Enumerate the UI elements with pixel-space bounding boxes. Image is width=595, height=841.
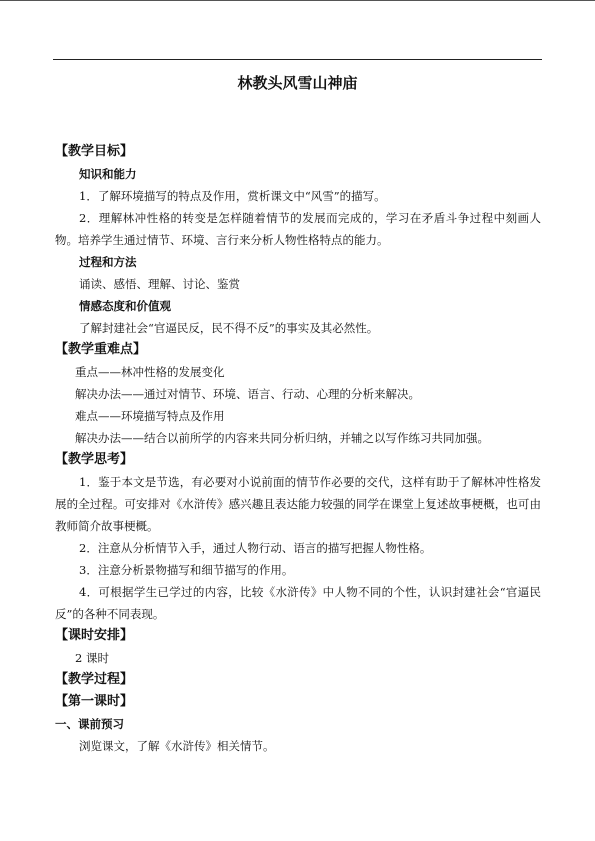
goal-knowledge-1: 1．了解环境描写的特点及作用，赏析课文中“风雪”的描写。 bbox=[79, 189, 386, 203]
subheading-knowledge: 知识和能力 bbox=[79, 167, 137, 181]
goal-process-text: 诵读、感悟、理解、讨论、鉴赏 bbox=[79, 277, 240, 291]
subheading-process: 过程和方法 bbox=[79, 255, 137, 269]
document-title: 林教头风雪山神庙 bbox=[237, 74, 358, 92]
key-point: 重点——林冲性格的发展变化 bbox=[75, 365, 225, 379]
difficulty-solution: 解决办法——结合以前所学的内容来共同分析归纳，并辅之以写作练习共同加强。 bbox=[75, 431, 489, 445]
section-heading-reflection: 【教学思考】 bbox=[55, 452, 134, 467]
section-heading-schedule: 【课时安排】 bbox=[55, 628, 134, 643]
document-body bbox=[55, 141, 541, 757]
goal-emotion-text: 了解封建社会“官逼民反，民不得不反”的事实及其必然性。 bbox=[79, 321, 379, 335]
lesson-one-part-1-title: 一、课前预习 bbox=[55, 717, 124, 731]
key-point-solution: 解决办法——通过对情节、环境、语言、行动、心理的分析来解决。 bbox=[75, 387, 420, 401]
difficulty-point: 难点——环境描写特点及作用 bbox=[75, 409, 225, 423]
subheading-emotion: 情感态度和价值观 bbox=[79, 299, 171, 313]
schedule-text: 2 课时 bbox=[75, 651, 109, 665]
reflection-item-4: 4．可根据学生已学过的内容，比较《水浒传》中人物不同的个性，认识封建社会“官逼民反”的各种不同表现。 bbox=[55, 585, 541, 621]
goal-knowledge-2: 2．理解林冲性格的转变是怎样随着情节的发展而完成的，学习在矛盾斗争过程中刻画人物。培养学生通过情节、环境、言行来分析人物性格特点的能力。 bbox=[55, 211, 541, 247]
reflection-item-2: 2．注意从分析情节入手，通过人物行动、语言的描写把握人物性格。 bbox=[79, 541, 432, 555]
lesson-one-part-1-text: 浏览课文，了解《水浒传》相关情节。 bbox=[79, 739, 275, 753]
section-heading-lesson-one: 【第一课时】 bbox=[55, 694, 134, 709]
section-heading-goals: 【教学目标】 bbox=[55, 144, 134, 159]
reflection-item-3: 3．注意分析景物描写和细节描写的作用。 bbox=[79, 563, 294, 577]
section-heading-key-points: 【教学重难点】 bbox=[55, 342, 147, 357]
reflection-item-1: 1．鉴于本文是节选，有必要对小说前面的情节作必要的交代，这样有助于了解林冲性格发展的全过程。可安排对《水浒传》感兴趣且表达能力较强的同学在课堂上复述故事梗概，也可由教师简介故事梗概。 bbox=[55, 475, 541, 533]
header-rule bbox=[53, 59, 542, 60]
section-heading-process: 【教学过程】 bbox=[55, 672, 134, 687]
page-top-border bbox=[0, 0, 595, 1]
